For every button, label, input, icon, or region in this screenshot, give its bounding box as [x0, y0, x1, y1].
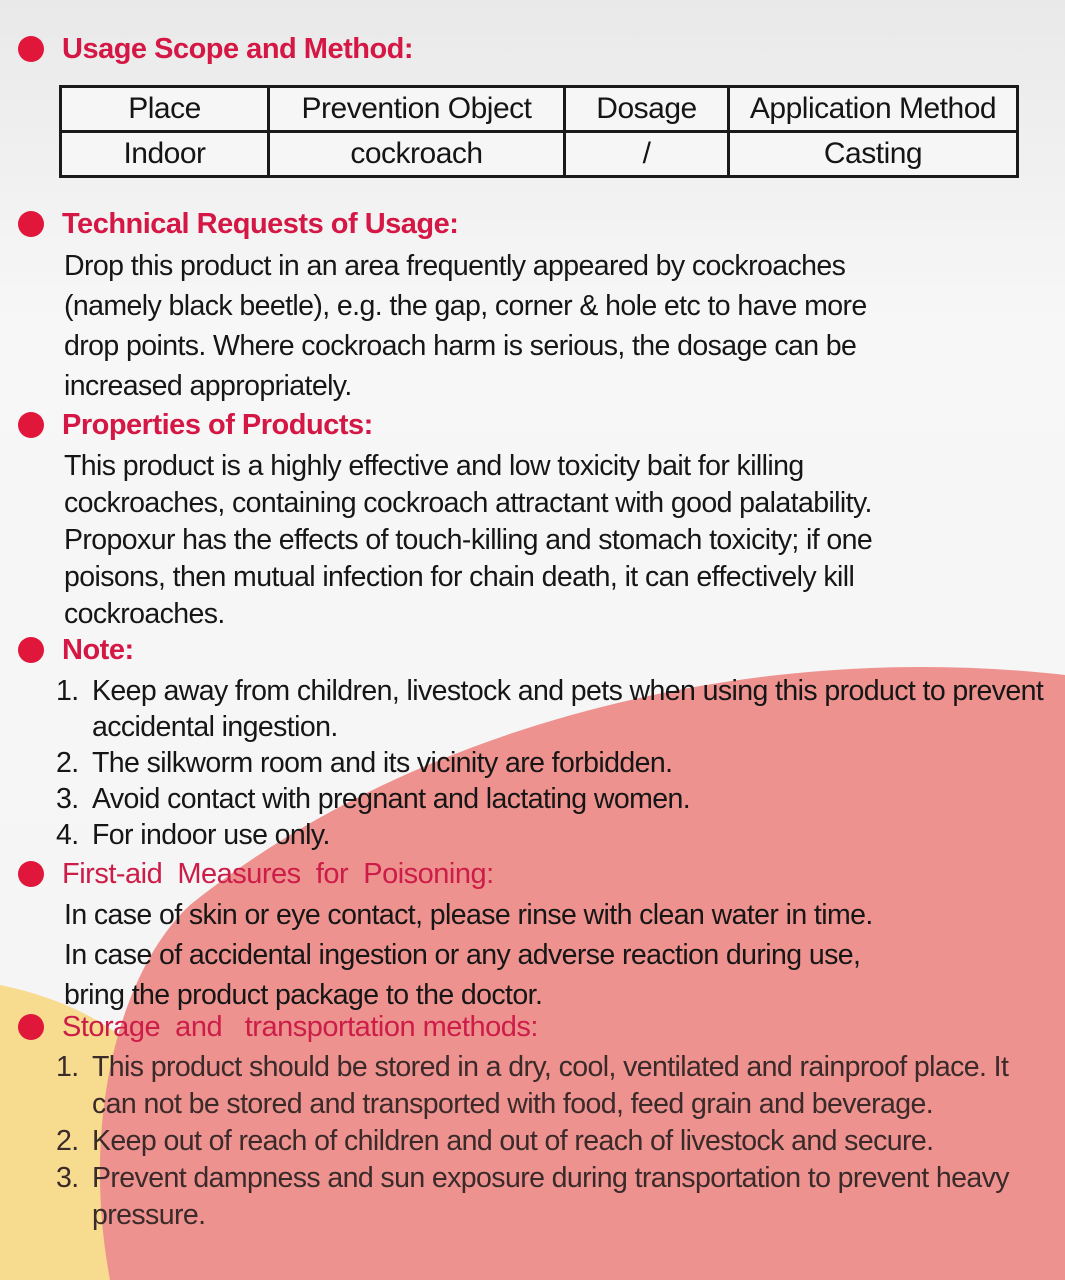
list-item-text: The silkworm room and its vicinity are forbidden. [92, 747, 673, 779]
list-item-text: Prevent dampness and sun exposure during transportation to prevent heavy pressure. [92, 1162, 1009, 1231]
note-heading [18, 632, 134, 668]
list-item [56, 1049, 1046, 1123]
properties-heading-text: Properties of Products: [62, 408, 373, 441]
paragraph-line: cockroaches. [64, 598, 225, 630]
storage-list [56, 1049, 1046, 1234]
first-aid-paragraph [64, 895, 1039, 1015]
note-heading-text: Note: [62, 633, 134, 666]
bullet-dot-icon [18, 412, 44, 438]
paragraph-line: In case of skin or eye contact, please rinse with clean water in time. [64, 899, 873, 931]
first-aid-heading [18, 856, 494, 892]
bullet-dot-icon [18, 211, 44, 237]
list-item-number: 1. [56, 1051, 79, 1083]
paragraph-line: In case of accidental ingestion or any adverse reaction during use, [64, 939, 861, 971]
first-aid-heading-text: First-aid Measures for Poisoning: [62, 857, 494, 890]
paragraph-line: Propoxur has the effects of touch-killing and stomach toxicity; if one [64, 524, 873, 556]
paragraph-line: This product is a highly effective and low toxicity bait for killing [64, 450, 804, 482]
properties-paragraph [64, 448, 1039, 633]
storage-heading-text: Storage and transportation methods: [62, 1010, 538, 1043]
paragraph-line: (namely black beetle), e.g. the gap, corner & hole etc to have more [64, 290, 867, 322]
bullet-dot-icon [18, 637, 44, 663]
paragraph-line: poisons, then mutual infection for chain death, it can effectively kill [64, 561, 855, 593]
list-item-number: 1. [56, 675, 79, 707]
list-item-text: For indoor use only. [92, 819, 330, 851]
list-item-text: Keep out of reach of children and out of reach of livestock and secure. [92, 1125, 934, 1157]
list-item-text: Avoid contact with pregnant and lactating women. [92, 783, 691, 815]
list-item [56, 1123, 1046, 1160]
list-item [56, 745, 1046, 781]
usage-table-header-cell: Place [61, 87, 269, 132]
usage-table-header-cell: Dosage [565, 87, 729, 132]
note-list [56, 673, 1046, 853]
list-item-number: 2. [56, 747, 79, 779]
usage-heading [18, 31, 413, 67]
bullet-dot-icon [18, 36, 44, 62]
usage-heading-text: Usage Scope and Method: [62, 32, 414, 65]
list-item [56, 781, 1046, 817]
usage-table-header-cell: Prevention Object [269, 87, 565, 132]
list-item-number: 2. [56, 1125, 79, 1157]
list-item-text: Keep away from children, livestock and pets when using this product to prevent accidental ingestion. [92, 675, 1044, 743]
paragraph-line: Drop this product in an area frequently appeared by cockroaches [64, 250, 846, 282]
technical-heading [18, 206, 458, 242]
technical-paragraph [64, 246, 1039, 406]
list-item [56, 1160, 1046, 1234]
storage-heading [18, 1009, 538, 1045]
list-item-number: 3. [56, 783, 79, 815]
usage-table-row [61, 132, 1018, 177]
list-item-text: This product should be stored in a dry, cool, ventilated and rainproof place. It can not be stored and transported with food, feed grain and beverage. [92, 1051, 1009, 1120]
bullet-dot-icon [18, 1014, 44, 1040]
paragraph-line: drop points. Where cockroach harm is serious, the dosage can be [64, 330, 857, 362]
usage-table-cell: cockroach [269, 132, 565, 177]
usage-table [59, 85, 1019, 178]
usage-table-header-cell: Application Method [729, 87, 1018, 132]
paragraph-line: bring the product package to the doctor. [64, 979, 543, 1011]
paragraph-line: increased appropriately. [64, 370, 352, 402]
list-item-number: 3. [56, 1162, 79, 1194]
usage-table-cell: / [565, 132, 729, 177]
bullet-dot-icon [18, 861, 44, 887]
list-item [56, 673, 1046, 745]
paragraph-line: cockroaches, containing cockroach attractant with good palatability. [64, 487, 872, 519]
list-item [56, 817, 1046, 853]
technical-heading-text: Technical Requests of Usage: [62, 207, 459, 240]
usage-table-cell: Indoor [61, 132, 269, 177]
usage-table-header-row [61, 87, 1018, 132]
usage-table-cell: Casting [729, 132, 1018, 177]
list-item-number: 4. [56, 819, 79, 851]
properties-heading [18, 407, 373, 443]
